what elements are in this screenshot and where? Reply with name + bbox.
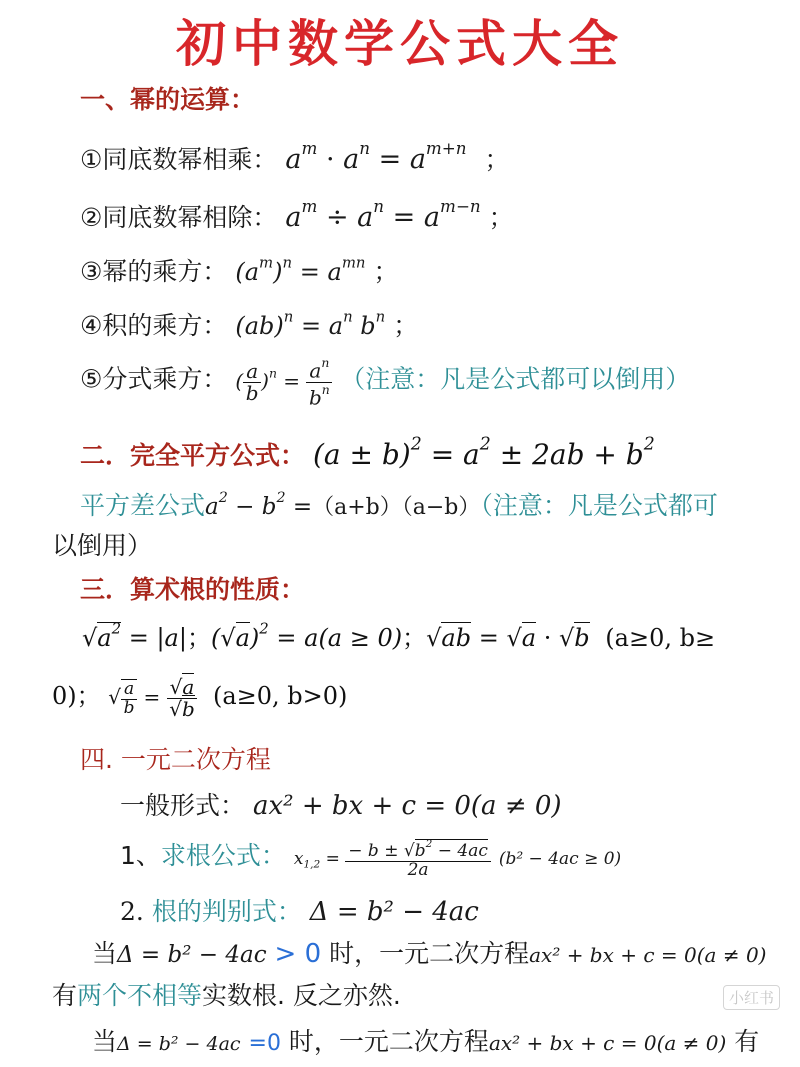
diff-square-line: 平方差公式$a^2 - b^2 =(a+b)(a-b)$（注意：凡是公式都可	[80, 489, 718, 520]
item-3-label: ③幂的乘方：	[80, 257, 228, 286]
case-1-line-1	[92, 934, 766, 970]
root-cond-2: (a≥0, b>0)	[212, 682, 348, 710]
square-formula: $(a \pm b)^2 = a^2 \pm 2ab + b^2$	[312, 434, 655, 471]
root-line-2-prefix: 0)；	[52, 682, 101, 710]
case-1-when: 当	[92, 939, 118, 968]
item-3-formula: $(a^m)^n = a^{mn}$	[235, 253, 366, 286]
general-form-formula: ax² + bx + c = 0(a ≠ 0)	[252, 791, 562, 821]
case-1-text: 时，一元二次方程	[329, 939, 530, 968]
case-1-equation: ax² + bx + c = 0(a ≠ 0)	[529, 943, 767, 967]
item-5	[80, 356, 690, 408]
item-4-formula: $(ab)^n = a^n$ $b^n$	[235, 307, 386, 340]
case-1-highlight: 两个不相等	[77, 981, 203, 1010]
root-properties-line-2: 0)； √ $\frac{a}{b}$ = $\frac{√a}{√b}$ (a≥0, b>0)	[52, 675, 348, 721]
case-1-line-2	[52, 976, 401, 1012]
item-2-formula: $a^m \div a^n = a^{m-n}$	[285, 196, 481, 234]
case-2-equation: ax² + bx + c = 0(a ≠ 0)	[488, 1031, 727, 1055]
item-5-note: （注意：凡是公式都可以倒用）	[340, 364, 691, 394]
case-1-formula: Δ = b² − 4ac	[117, 942, 267, 968]
root-formula-label: 求根公式：	[160, 841, 286, 870]
section-2-heading: 完全平方公式：	[130, 440, 306, 470]
item-3	[80, 252, 398, 288]
item-2-label: ②同底数幂相除：	[80, 203, 278, 233]
item-1	[80, 138, 510, 176]
section-3-heading: 三．算术根的性质：	[80, 575, 306, 604]
item-1-end: ；	[484, 145, 510, 175]
section-2	[80, 434, 655, 472]
discriminant-line	[120, 892, 479, 928]
diff-square-note-cont: 以倒用）	[52, 531, 153, 560]
discriminant-num: 2.	[120, 897, 144, 926]
diff-square-formula: $a^2 - b^2$ =	[205, 489, 313, 520]
case-2-formula: Δ = b² − 4ac	[117, 1033, 241, 1055]
section-2-prefix: 二．	[80, 440, 131, 470]
section-1-heading: 一、幂的运算：	[80, 85, 256, 114]
item-5-formula: ( $\frac{a}{b}$ )$^n$ = $\frac{a^n}{b^n}$	[235, 369, 332, 393]
case-2-when: 当	[92, 1027, 118, 1056]
case-1-end: 实数根. 反之亦然.	[202, 981, 401, 1010]
case-2-compare: =0	[248, 1031, 281, 1056]
general-form-label: 一般形式：	[120, 791, 246, 820]
item-2	[80, 196, 514, 234]
item-4-end: ；	[393, 311, 419, 340]
item-1-formula: $a^m \cdot a^n = a^{m+n}$	[285, 138, 467, 176]
item-4	[80, 306, 418, 342]
discriminant-label: 根的判别式：	[151, 897, 302, 926]
root-formula-line	[120, 836, 621, 880]
diff-square-label: 平方差公式	[80, 491, 206, 520]
case-1-have: 有	[52, 981, 78, 1010]
diff-square-note: （注意：凡是公式都可	[480, 491, 718, 520]
page-title: 初中数学公式大全	[176, 15, 624, 73]
watermark-logo: 小红书	[723, 985, 780, 1010]
case-2-have: 有	[734, 1027, 760, 1056]
item-3-end: ；	[373, 257, 399, 286]
case-2-text: 时，一元二次方程	[288, 1027, 489, 1056]
section-4-heading: 四. 一元二次方程	[80, 745, 271, 774]
item-2-end: ；	[488, 203, 514, 233]
discriminant-formula: Δ = b² − 4ac	[309, 897, 479, 927]
case-1-compare: > 0	[274, 939, 322, 969]
general-form-line	[120, 786, 562, 822]
root-cond-1: (a≥0, b≥	[605, 624, 716, 652]
item-1-label: ①同底数幂相乘：	[80, 145, 278, 175]
root-properties-line-1: $√a^2 = |a|$；$(√a)^2 = a(a \ge 0)$；√ab = √a · √b (a≥0, b≥	[82, 619, 716, 652]
item-4-label: ④积的乘方：	[80, 311, 228, 340]
root-formula-num: 1、	[120, 841, 161, 870]
item-5-label: ⑤分式乘方：	[80, 364, 228, 394]
root-formula: $x_{1,2}$ = $\frac{- b \pm √b^2 - 4ac}{2a}$	[294, 849, 491, 869]
case-2-line	[92, 1022, 759, 1058]
root-formula-cond: (b² − 4ac ≥ 0)	[498, 849, 622, 869]
